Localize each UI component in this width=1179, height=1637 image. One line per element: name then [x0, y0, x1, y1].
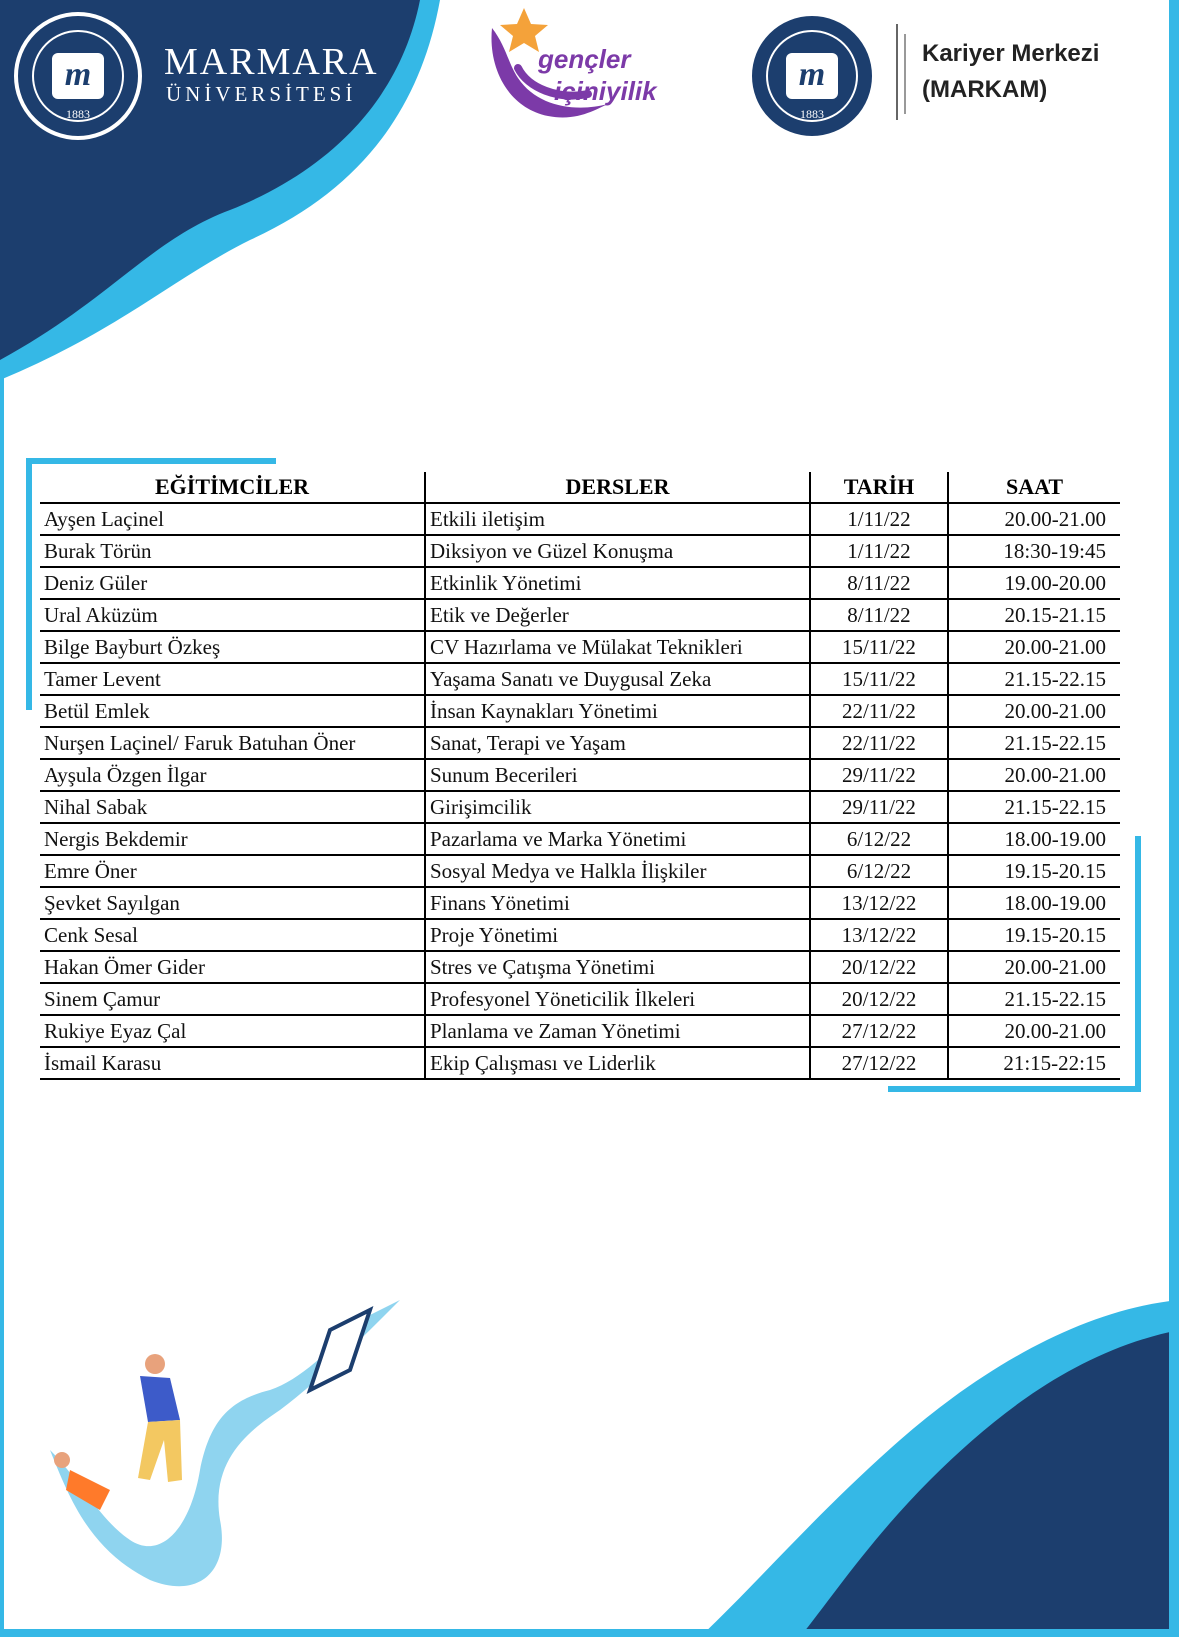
cell-course: Sunum Becerileri	[425, 759, 810, 791]
cell-course: Profesyonel Yöneticilik İlkeleri	[425, 983, 810, 1015]
accent-line-bottom	[888, 1086, 1141, 1092]
cell-trainer: Nihal Sabak	[40, 791, 425, 823]
cell-date: 15/11/22	[810, 663, 948, 695]
cell-date: 13/12/22	[810, 919, 948, 951]
cell-date: 6/12/22	[810, 855, 948, 887]
table-row	[40, 695, 1120, 727]
university-seal-left	[14, 12, 142, 140]
seal-year: 1883	[800, 107, 824, 121]
cell-time: 21:15-22:15	[948, 1047, 1120, 1079]
header-courses: DERSLER	[425, 472, 810, 503]
cell-date: 1/11/22	[810, 535, 948, 567]
cell-trainer: Betül Emlek	[40, 695, 425, 727]
cell-course: Sosyal Medya ve Halkla İlişkiler	[425, 855, 810, 887]
cell-trainer: Nergis Bekdemir	[40, 823, 425, 855]
table-row	[40, 759, 1120, 791]
cell-course: İnsan Kaynakları Yönetimi	[425, 695, 810, 727]
cell-course: Diksiyon ve Güzel Konuşma	[425, 535, 810, 567]
table-row	[40, 1047, 1120, 1079]
seal-m-icon: m	[786, 53, 838, 99]
cell-trainer: Emre Öner	[40, 855, 425, 887]
cell-course: Etkinlik Yönetimi	[425, 567, 810, 599]
cell-time: 20.00-21.00	[948, 951, 1120, 983]
table-header-row	[40, 472, 1120, 503]
campaign-text-line2: içiniyilik	[554, 76, 657, 106]
table-row	[40, 663, 1120, 695]
table-row	[40, 631, 1120, 663]
cell-trainer: Sinem Çamur	[40, 983, 425, 1015]
university-name: MARMARA	[164, 41, 379, 83]
cell-time: 21.15-22.15	[948, 791, 1120, 823]
seal-year: 1883	[66, 107, 90, 121]
career-center-name: Kariyer Merkezi	[922, 40, 1100, 67]
cell-course: Proje Yönetimi	[425, 919, 810, 951]
cell-date: 20/12/22	[810, 951, 948, 983]
cell-date: 13/12/22	[810, 887, 948, 919]
cell-time: 21.15-22.15	[948, 983, 1120, 1015]
cell-course: Planlama ve Zaman Yönetimi	[425, 1015, 810, 1047]
cell-date: 27/12/22	[810, 1015, 948, 1047]
campaign-text-line1: gençler	[538, 44, 631, 74]
cell-time: 20.00-21.00	[948, 695, 1120, 727]
cell-time: 19.00-20.00	[948, 567, 1120, 599]
career-center-abbr: (MARKAM)	[922, 76, 1048, 103]
cell-course: Girişimcilik	[425, 791, 810, 823]
university-seal-right	[748, 12, 876, 140]
cell-trainer: Nurşen Laçinel/ Faruk Batuhan Öner	[40, 727, 425, 759]
cell-trainer: Deniz Güler	[40, 567, 425, 599]
table-row	[40, 855, 1120, 887]
cell-time: 20.00-21.00	[948, 759, 1120, 791]
cell-date: 20/12/22	[810, 983, 948, 1015]
header-date: TARİH	[810, 472, 948, 503]
cell-course: Etik ve Değerler	[425, 599, 810, 631]
cell-trainer: Ural Aküzüm	[40, 599, 425, 631]
cell-time: 20.15-21.15	[948, 599, 1120, 631]
accent-line-left	[26, 458, 32, 710]
table-row	[40, 791, 1120, 823]
table-row	[40, 567, 1120, 599]
cell-time: 20.00-21.00	[948, 503, 1120, 535]
header-trainers: EĞİTİMCİLER	[40, 472, 425, 503]
cell-course: Sanat, Terapi ve Yaşam	[425, 727, 810, 759]
cell-trainer: Ayşula Özgen İlgar	[40, 759, 425, 791]
table-row	[40, 983, 1120, 1015]
cell-trainer: İsmail Karasu	[40, 1047, 425, 1079]
cell-date: 15/11/22	[810, 631, 948, 663]
cell-time: 21.15-22.15	[948, 727, 1120, 759]
table-row	[40, 503, 1120, 535]
cell-trainer: Tamer Levent	[40, 663, 425, 695]
cell-date: 8/11/22	[810, 567, 948, 599]
cell-time: 19.15-20.15	[948, 919, 1120, 951]
cell-time: 20.00-21.00	[948, 631, 1120, 663]
cell-course: Yaşama Sanatı ve Duygusal Zeka	[425, 663, 810, 695]
cell-date: 22/11/22	[810, 695, 948, 727]
cell-date: 27/12/22	[810, 1047, 948, 1079]
cell-time: 18.00-19.00	[948, 823, 1120, 855]
cell-time: 18:30-19:45	[948, 535, 1120, 567]
accent-line-top	[26, 458, 276, 464]
cell-course: Finans Yönetimi	[425, 887, 810, 919]
cell-course: Stres ve Çatışma Yönetimi	[425, 951, 810, 983]
university-subtitle: ÜNİVERSİTESİ	[166, 82, 357, 106]
header-time: SAAT	[948, 472, 1120, 503]
accent-line-right	[1135, 836, 1141, 1092]
cell-time: 20.00-21.00	[948, 1015, 1120, 1047]
cell-time: 19.15-20.15	[948, 855, 1120, 887]
table-row	[40, 951, 1120, 983]
table-row	[40, 535, 1120, 567]
table-row	[40, 887, 1120, 919]
cell-date: 29/11/22	[810, 791, 948, 823]
logo-divider	[896, 24, 898, 120]
table-row	[40, 919, 1120, 951]
schedule-table	[40, 472, 1120, 1080]
table-row	[40, 727, 1120, 759]
climbing-paper-illustration	[30, 1300, 420, 1600]
cell-trainer: Rukiye Eyaz Çal	[40, 1015, 425, 1047]
cell-trainer: Cenk Sesal	[40, 919, 425, 951]
cell-course: Pazarlama ve Marka Yönetimi	[425, 823, 810, 855]
seal-m-icon: m	[52, 53, 104, 99]
cell-date: 22/11/22	[810, 727, 948, 759]
table-row	[40, 599, 1120, 631]
cell-course: Ekip Çalışması ve Liderlik	[425, 1047, 810, 1079]
table-row	[40, 1015, 1120, 1047]
cell-trainer: Burak Törün	[40, 535, 425, 567]
cell-course: Etkili iletişim	[425, 503, 810, 535]
cell-time: 21.15-22.15	[948, 663, 1120, 695]
cell-date: 29/11/22	[810, 759, 948, 791]
logo-divider-thin	[904, 34, 906, 114]
cell-trainer: Bilge Bayburt Özkeş	[40, 631, 425, 663]
cell-course: CV Hazırlama ve Mülakat Teknikleri	[425, 631, 810, 663]
cell-date: 1/11/22	[810, 503, 948, 535]
cell-trainer: Hakan Ömer Gider	[40, 951, 425, 983]
cell-date: 8/11/22	[810, 599, 948, 631]
cell-trainer: Ayşen Laçinel	[40, 503, 425, 535]
table-row	[40, 823, 1120, 855]
cell-time: 18.00-19.00	[948, 887, 1120, 919]
cell-date: 6/12/22	[810, 823, 948, 855]
cell-trainer: Şevket Sayılgan	[40, 887, 425, 919]
